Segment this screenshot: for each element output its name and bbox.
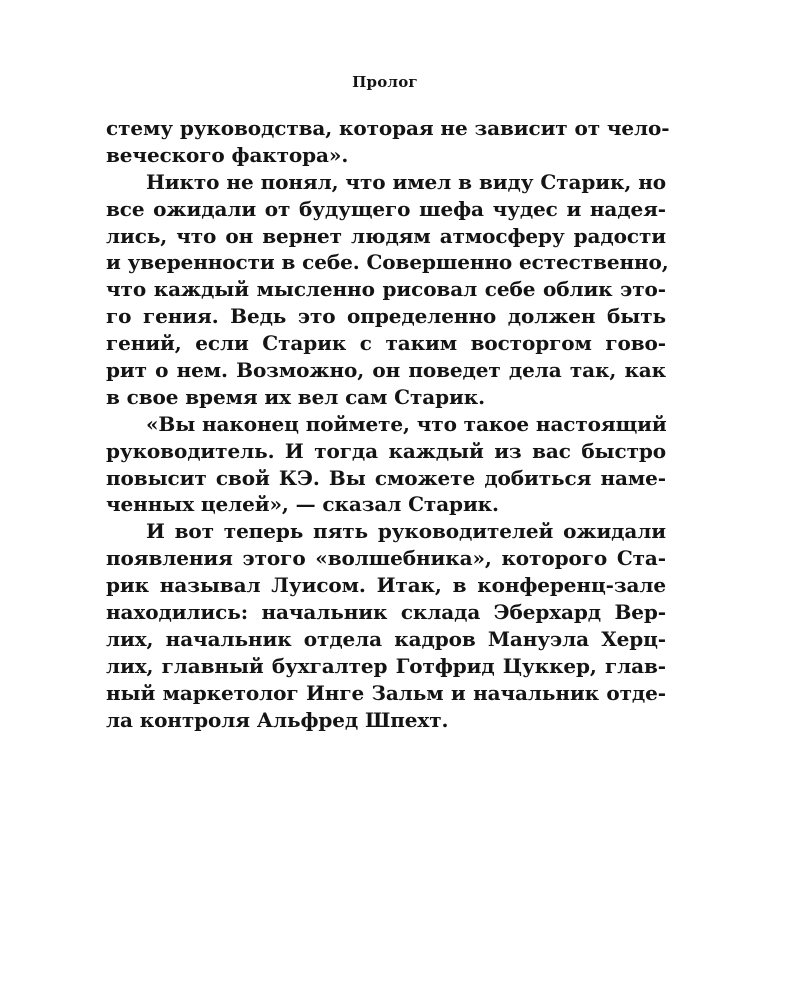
text-line: лих, главный бухгалтер Готфрид Цуккер, глав- [106,653,666,678]
text-line: веческого фактора». [106,142,349,167]
text-line: лись, что он вернет людям атмосферу радости [106,223,666,248]
body-text [106,115,670,733]
text-line: лих, начальник отдела кадров Мануэла Херц- [106,626,666,651]
text-line: рик называл Луисом. Итак, в конференц-зале [106,573,666,598]
text-line: ный маркетолог Инге Зальм и начальник отде- [106,680,666,705]
text-line: повысит свой КЭ. Вы сможете добиться наме- [106,465,666,490]
text-line: ченных целей», — сказал Старик. [106,492,499,517]
text-line: гений, если Старик с таким восторгом гово- [106,331,666,356]
text-line: что каждый мысленно рисовал себе облик это- [106,277,666,302]
text-line: находились: начальник склада Эберхард Вер- [106,600,666,625]
running-header: Пролог [352,73,418,91]
text-line: все ожидали от будущего шефа чудес и надея- [106,196,666,221]
text-line: Никто не понял, что имел в виду Старик, но [146,169,666,194]
text-line: стему руководства, которая не зависит от чело- [106,116,670,140]
text-line: го гения. Ведь это определенно должен быть [106,304,666,329]
text-line: и уверенности в себе. Совершенно естественно, [106,250,669,275]
text-line: И вот теперь пять руководителей ожидали [146,519,666,544]
text-line: в свое время их вел сам Старик. [106,384,485,409]
text-line: «Вы наконец поймете, что такое настоящий [146,411,667,436]
text-line: руководитель. И тогда каждый из вас быстро [106,438,666,463]
text-line: рит о нем. Возможно, он поведет дела так, как [106,358,666,383]
text-line: ла контроля Альфред Шпехт. [106,707,449,732]
text-line: появления этого «волшебника», которого Ста- [106,546,666,571]
